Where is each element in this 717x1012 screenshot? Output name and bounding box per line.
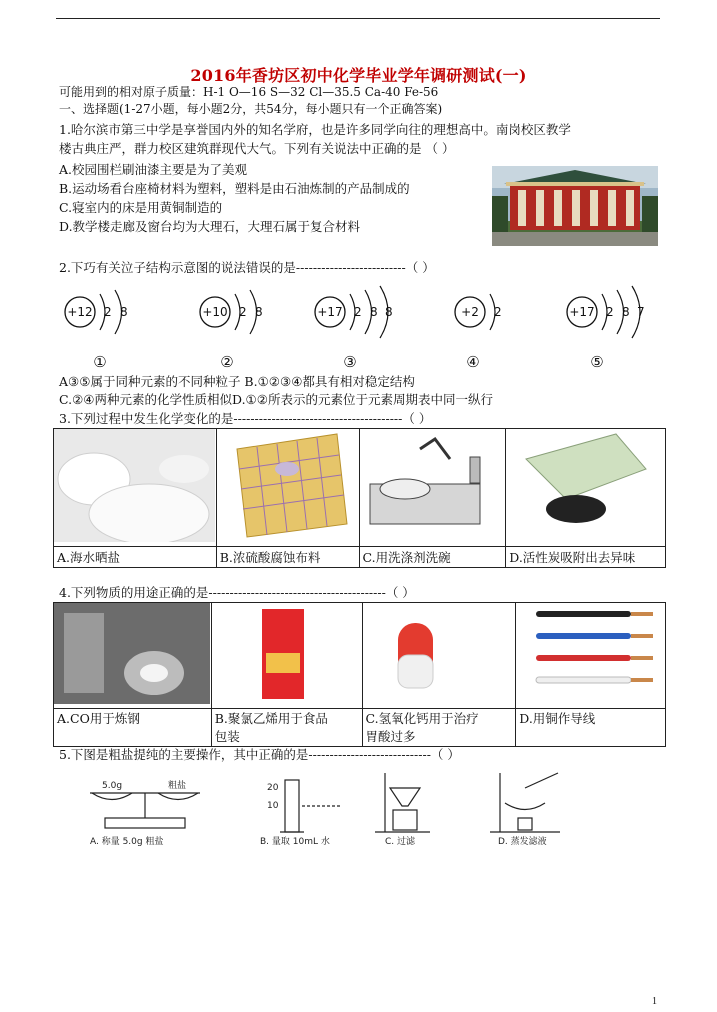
svg-text:2: 2 (606, 305, 614, 319)
q5-label-d: D. 蒸发滤液 (498, 837, 547, 847)
svg-text:8: 8 (622, 305, 630, 319)
nucleus-label: +12 (67, 305, 93, 319)
q3-image-d (506, 429, 666, 547)
atom-diagram-4 (455, 294, 502, 371)
q4-caption-d: D.用铜作导线 (516, 709, 666, 747)
q5-label-b: B. 量取 10mL 水 (260, 837, 330, 847)
q5-stem: 5.下图是粗盐提纯的主要操作，其中正确的是-----------------------------（ ） (59, 747, 460, 762)
q3-image-b (216, 429, 359, 547)
q1-option-c: C.寝室内的床是用黄铜制造的 (59, 200, 223, 215)
q1-option-a: A.校园围栏刷油漆主要是为了美观 (59, 162, 248, 177)
balance-diagram (90, 779, 200, 847)
atom-diagram-2 (200, 290, 263, 371)
q4-image-b (211, 603, 362, 709)
filtration-diagram (375, 773, 430, 847)
q4-caption-a: A.CO用于炼钢 (54, 709, 212, 747)
page-number: 1 (652, 996, 657, 1007)
svg-text:粗盐: 粗盐 (168, 781, 187, 791)
q3-stem: 3.下列过程中发生化学变化的是----------------------------------------（ ） (59, 411, 432, 426)
q4-stem: 4.下列物质的用途正确的是------------------------------------------（ ） (59, 585, 415, 600)
svg-text:+10: +10 (202, 305, 228, 319)
top-rule (56, 18, 660, 19)
svg-text:8: 8 (370, 305, 378, 319)
q4-caption-b: B.聚氯乙烯用于食品 包装 (211, 709, 362, 747)
svg-text:7: 7 (637, 305, 645, 319)
svg-text:+2: +2 (461, 305, 479, 319)
diagram-number: ① (93, 353, 107, 371)
q4-image-c (362, 603, 516, 709)
q2-options-ab: A③⑤属于同种元素的不同种粒子 B.①②③④都具有相对稳定结构 (59, 374, 415, 389)
svg-text:④: ④ (466, 353, 480, 371)
q3-caption-a: A.海水晒盐 (54, 547, 217, 568)
salt-purification-diagrams (80, 768, 580, 850)
svg-text:8: 8 (385, 305, 393, 319)
svg-text:8: 8 (120, 305, 128, 319)
q3-caption-c: C.用洗涤剂洗碗 (359, 547, 506, 568)
atom-diagram-5 (567, 286, 645, 371)
q4-caption-c: C.氢氧化钙用于治疗 胃酸过多 (362, 709, 516, 747)
evaporation-diagram (490, 773, 560, 847)
svg-text:+17: +17 (317, 305, 343, 319)
svg-text:2: 2 (104, 305, 112, 319)
exam-title: 2016年香坊区初中化学毕业学年调研测试(一) (190, 66, 527, 85)
school-building-photo (492, 166, 658, 246)
q5-label-c: C. 过滤 (385, 837, 416, 847)
svg-text:10: 10 (267, 801, 279, 811)
q1-stem-line1: 1.哈尔滨市第三中学是享誉国内外的知名学府，也是许多同学向往的理想高中。南岗校区教学 (59, 122, 571, 137)
q4-image-d (516, 603, 666, 709)
svg-text:20: 20 (267, 783, 279, 793)
svg-text:+17: +17 (569, 305, 595, 319)
q1-stem-line2: 楼古典庄严，群力校区建筑群现代大气。下列有关说法中正确的是 （ ） (59, 141, 455, 156)
atom-diagram-1 (65, 290, 128, 371)
svg-text:⑤: ⑤ (590, 353, 604, 371)
svg-text:2: 2 (239, 305, 247, 319)
svg-text:8: 8 (255, 305, 263, 319)
q4-table (53, 602, 666, 747)
atom-structure-diagrams (60, 282, 660, 374)
cylinder-diagram (260, 780, 340, 847)
atom-diagram-3 (315, 286, 393, 371)
svg-text:2: 2 (354, 305, 362, 319)
q4-image-a (54, 603, 212, 709)
section-heading: 一、选择题(1-27小题，每小题2分，共54分，每小题只有一个正确答案) (59, 102, 443, 116)
svg-text:③: ③ (343, 353, 357, 371)
q2-options-cd: C.②④两种元素的化学性质相似D.①②所表示的元素位于元素周期表中同一纵行 (59, 392, 493, 407)
q3-image-a (54, 429, 217, 547)
svg-text:②: ② (220, 353, 234, 371)
atomic-masses: 可能用到的相对原子质量：H-1 O—16 S—32 Cl—35.5 Ca-40 Fe-56 (59, 85, 439, 99)
q1-option-d: D.教学楼走廊及窗台均为大理石，大理石属于复合材料 (59, 219, 361, 234)
q3-table (53, 428, 666, 568)
q5-label-a: A. 称量 5.0g 粗盐 (90, 837, 164, 847)
q2-stem: 2.下巧有关泣子结构示意图的说法错误的是--------------------------（ ） (59, 260, 435, 275)
q3-caption-d: D.活性炭吸附出去异味 (506, 547, 666, 568)
q3-caption-b: B.浓硫酸腐蚀布料 (216, 547, 359, 568)
q3-image-c (359, 429, 506, 547)
svg-text:5.0g: 5.0g (102, 781, 123, 791)
svg-text:2: 2 (494, 305, 502, 319)
q1-option-b: B.运动场看台座椅材料为塑料，塑料是由石油炼制的产品制成的 (59, 181, 410, 196)
